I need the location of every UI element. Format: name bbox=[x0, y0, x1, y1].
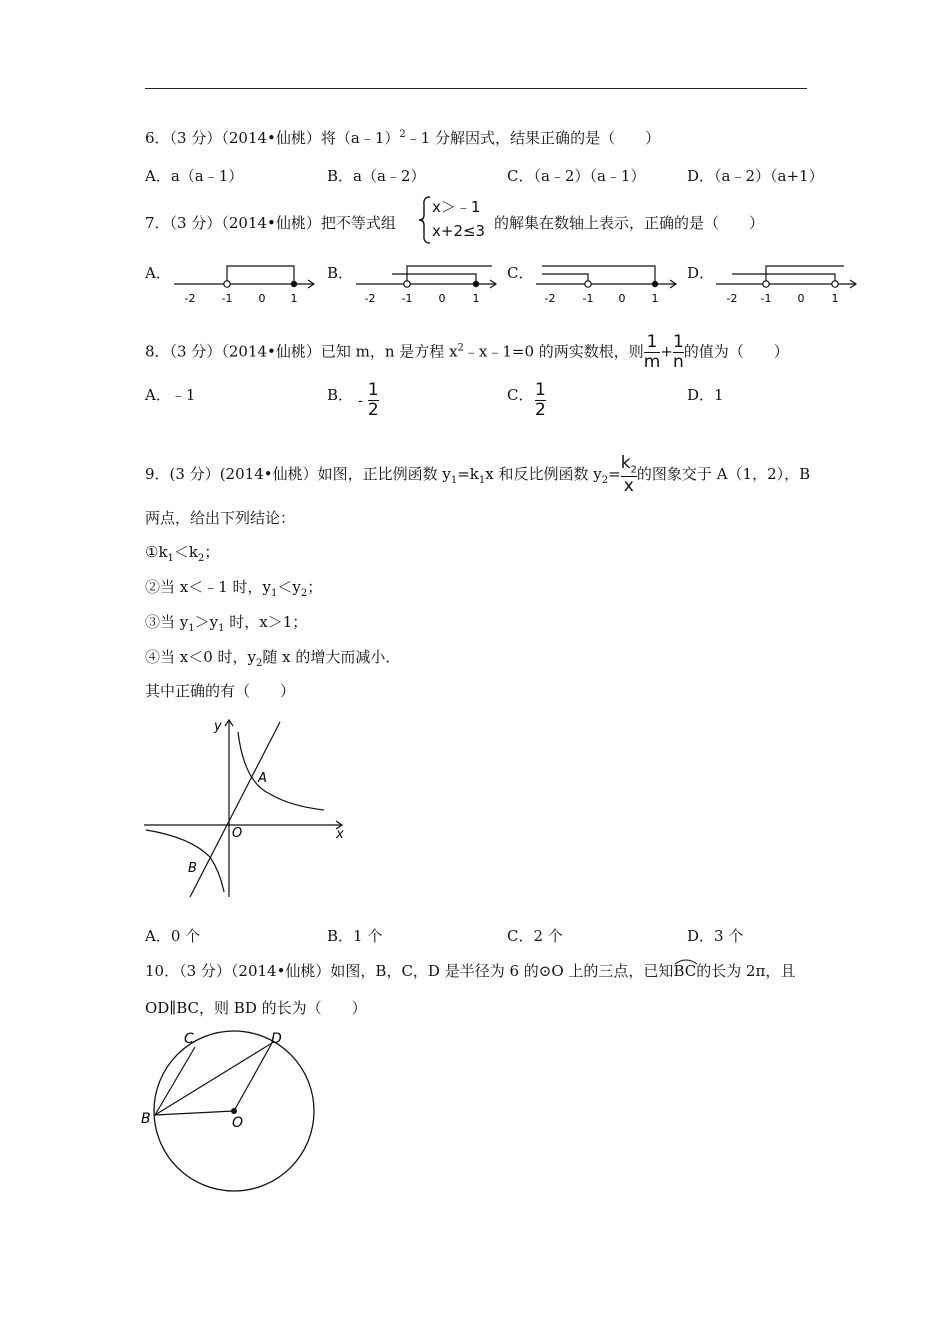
subscript: 2 bbox=[256, 658, 263, 669]
arc-bc bbox=[673, 960, 696, 982]
plus-sign: + bbox=[660, 342, 673, 361]
q10-stem-part: 10．（3 分）（2014•仙桃）如图，B，C，D 是半径为 6 的⊙O 上的三点，已知 bbox=[145, 962, 674, 980]
tick-label: -1 bbox=[401, 292, 413, 305]
arc-icon bbox=[673, 957, 699, 965]
q6-option-a[interactable]: A．a（a﹣1） bbox=[145, 167, 244, 185]
q8-option-c-value[interactable] bbox=[535, 382, 546, 419]
tick-label: 1 bbox=[290, 292, 298, 305]
point-d-label: D bbox=[271, 1031, 282, 1047]
text: ③当 y bbox=[145, 613, 189, 631]
q9-option-c[interactable]: C．2 个 bbox=[507, 927, 563, 945]
text: ； bbox=[307, 578, 323, 596]
tick-label: -1 bbox=[582, 292, 594, 305]
q8-stem bbox=[145, 334, 789, 371]
q6-stem-part: ﹣1 分解因式，结果正确的是（ ） bbox=[405, 129, 661, 147]
subscript: 2 bbox=[198, 553, 205, 564]
segment-od bbox=[234, 1043, 272, 1111]
q9-stem-part: 的图象交于 A（1，2），B bbox=[636, 465, 811, 484]
subscript: 1 bbox=[218, 623, 225, 634]
q10-stem-part: 的长为 2π，且 bbox=[696, 962, 796, 980]
q6-stem bbox=[145, 127, 660, 148]
q9-conclusion-2 bbox=[145, 576, 322, 599]
q8-option-b-label[interactable]: B． bbox=[327, 386, 354, 404]
subscript: 1 bbox=[450, 475, 458, 487]
q8-option-a[interactable]: A．﹣1 bbox=[145, 386, 196, 404]
tick-label: -2 bbox=[184, 292, 196, 305]
hyperbola-branch-2 bbox=[146, 830, 224, 892]
q9-question: 其中正确的有（ ） bbox=[145, 682, 296, 700]
subscript: 2 bbox=[601, 475, 609, 487]
subscript: 1 bbox=[478, 475, 486, 487]
q8-stem-part: 8．（3 分）（2014•仙桃）已知 m，n 是方程 x bbox=[145, 342, 458, 361]
text: ＞y bbox=[194, 613, 219, 631]
q7-numberline-d[interactable] bbox=[712, 256, 864, 306]
q9-stem bbox=[145, 455, 810, 495]
text: ； bbox=[204, 543, 220, 561]
arc-label: BC bbox=[673, 962, 697, 980]
q7-numberline-a[interactable] bbox=[170, 256, 322, 306]
origin-label: O bbox=[232, 826, 243, 841]
fraction-numerator: 1 bbox=[646, 332, 658, 352]
q8-fraction-1-over-m bbox=[644, 334, 661, 371]
q9-stem-part: =k bbox=[457, 465, 479, 484]
subscript: 2 bbox=[300, 588, 308, 599]
q7-option-b-label[interactable]: B． bbox=[327, 264, 354, 282]
q7-numberline-c[interactable] bbox=[532, 256, 684, 306]
tick-label: 1 bbox=[831, 292, 839, 305]
k-letter: k bbox=[620, 453, 631, 473]
point-c-label: C bbox=[184, 1031, 194, 1047]
q8-fraction-1-over-n bbox=[673, 334, 684, 371]
q8-option-d[interactable]: D．1 bbox=[687, 386, 724, 404]
text: ＜k bbox=[173, 543, 199, 561]
q7-numberline-b[interactable] bbox=[352, 256, 504, 306]
text: 时，x＞1； bbox=[224, 613, 308, 631]
subscript: 1 bbox=[167, 553, 174, 564]
proportional-line bbox=[190, 722, 280, 897]
fraction-numerator: 1 bbox=[535, 380, 546, 400]
text: ①k bbox=[145, 543, 168, 561]
fraction-numerator bbox=[621, 455, 637, 475]
q7-stem-b: 的解集在数轴上表示，正确的是（ ） bbox=[494, 214, 765, 232]
q8-option-b-value[interactable] bbox=[358, 382, 379, 419]
q9-conclusion-4 bbox=[145, 646, 400, 669]
q9-conclusion-1 bbox=[145, 541, 219, 564]
point-a-label: A bbox=[258, 771, 267, 786]
q8-option-c-fraction bbox=[535, 382, 546, 419]
brace-icon bbox=[418, 195, 432, 245]
q9-stem-part: x 和反比例函数 y bbox=[485, 465, 602, 484]
q6-option-c[interactable]: C．（a﹣2）（a﹣1） bbox=[507, 167, 646, 185]
q8-stem-part: ﹣x﹣1=0 的两实数根，则 bbox=[463, 342, 644, 361]
chord-bd bbox=[155, 1043, 272, 1115]
q9-option-d[interactable]: D．3 个 bbox=[687, 927, 744, 945]
q9-fraction-k2-over-x bbox=[621, 455, 637, 495]
fraction-denominator: 2 bbox=[535, 400, 546, 420]
q9-option-b[interactable]: B．1 个 bbox=[327, 927, 383, 945]
y-axis-label: y bbox=[214, 719, 222, 734]
q9-stem-part: = bbox=[608, 465, 621, 484]
q9-stem-line2: 两点，给出下列结论： bbox=[145, 509, 296, 527]
tick-label: 0 bbox=[258, 292, 266, 305]
text: ④当 x＜0 时，y bbox=[145, 648, 257, 666]
q6-exponent: 2 bbox=[399, 129, 406, 140]
subscript: 2 bbox=[630, 464, 637, 476]
point-o-label: O bbox=[232, 1115, 244, 1131]
q7-stem-a: 7．（3 分）（2014•仙桃）把不等式组 bbox=[145, 214, 396, 232]
tick-label: 1 bbox=[651, 292, 659, 305]
tick-label: 0 bbox=[797, 292, 805, 305]
q10-circle-figure bbox=[138, 1025, 338, 1205]
tick-label: -1 bbox=[760, 292, 772, 305]
q7-option-d-label[interactable]: D． bbox=[687, 264, 715, 282]
text: ＜y bbox=[277, 578, 301, 596]
fraction-denominator: m bbox=[643, 352, 661, 372]
q9-stem-part: 9．(3 分）(2014•仙桃）如图，正比例函数 y bbox=[145, 465, 451, 484]
minus-sign: - bbox=[358, 391, 364, 410]
q6-option-d[interactable]: D．（a﹣2）（a+1） bbox=[687, 167, 824, 185]
q7-option-a-label[interactable]: A． bbox=[145, 264, 171, 282]
fraction-numerator: 1 bbox=[367, 380, 379, 400]
q10-stem-line2: OD∥BC，则 BD 的长为（ ） bbox=[145, 999, 367, 1017]
q7-option-c-label[interactable]: C． bbox=[507, 264, 534, 282]
q9-option-a[interactable]: A．0 个 bbox=[145, 927, 201, 945]
tick-label: -2 bbox=[364, 292, 376, 305]
subscript: 1 bbox=[271, 588, 278, 599]
q9-function-graph bbox=[140, 712, 355, 907]
fraction-denominator: x bbox=[623, 476, 634, 497]
q6-stem-part: 6．（3 分）（2014•仙桃）将（a﹣1） bbox=[145, 129, 400, 147]
header-rule bbox=[145, 88, 807, 89]
fraction-denominator: n bbox=[672, 352, 684, 372]
text: 随 x 的增大而减小． bbox=[262, 648, 401, 666]
point-b-label: B bbox=[188, 861, 197, 876]
q8-option-c-label[interactable]: C． bbox=[507, 386, 534, 404]
tick-label: 1 bbox=[472, 292, 480, 305]
subscript: 1 bbox=[188, 623, 195, 634]
q8-option-b-fraction bbox=[368, 382, 379, 419]
q9-conclusion-3 bbox=[145, 611, 307, 634]
text: ②当 x＜﹣1 时，y bbox=[145, 578, 272, 596]
fraction-numerator: 1 bbox=[672, 332, 684, 352]
q7-ineq-2: x+2≤3 bbox=[432, 222, 486, 240]
segment-bo bbox=[155, 1111, 234, 1115]
tick-label: -1 bbox=[221, 292, 233, 305]
q8-exponent: 2 bbox=[457, 342, 464, 354]
x-axis-label: x bbox=[336, 827, 344, 842]
tick-label: -2 bbox=[544, 292, 556, 305]
fraction-denominator: 2 bbox=[367, 400, 379, 420]
tick-label: -2 bbox=[726, 292, 738, 305]
q8-stem-part: 的值为（ ） bbox=[683, 342, 789, 361]
hyperbola-branch-1 bbox=[238, 732, 324, 810]
tick-label: 0 bbox=[618, 292, 626, 305]
q6-option-b[interactable]: B．a（a﹣2） bbox=[327, 167, 426, 185]
point-b-label: B bbox=[141, 1111, 151, 1127]
q10-stem bbox=[145, 960, 795, 982]
q7-ineq-1: x＞﹣1 bbox=[432, 198, 481, 216]
tick-label: 0 bbox=[438, 292, 446, 305]
center-point bbox=[231, 1108, 237, 1114]
